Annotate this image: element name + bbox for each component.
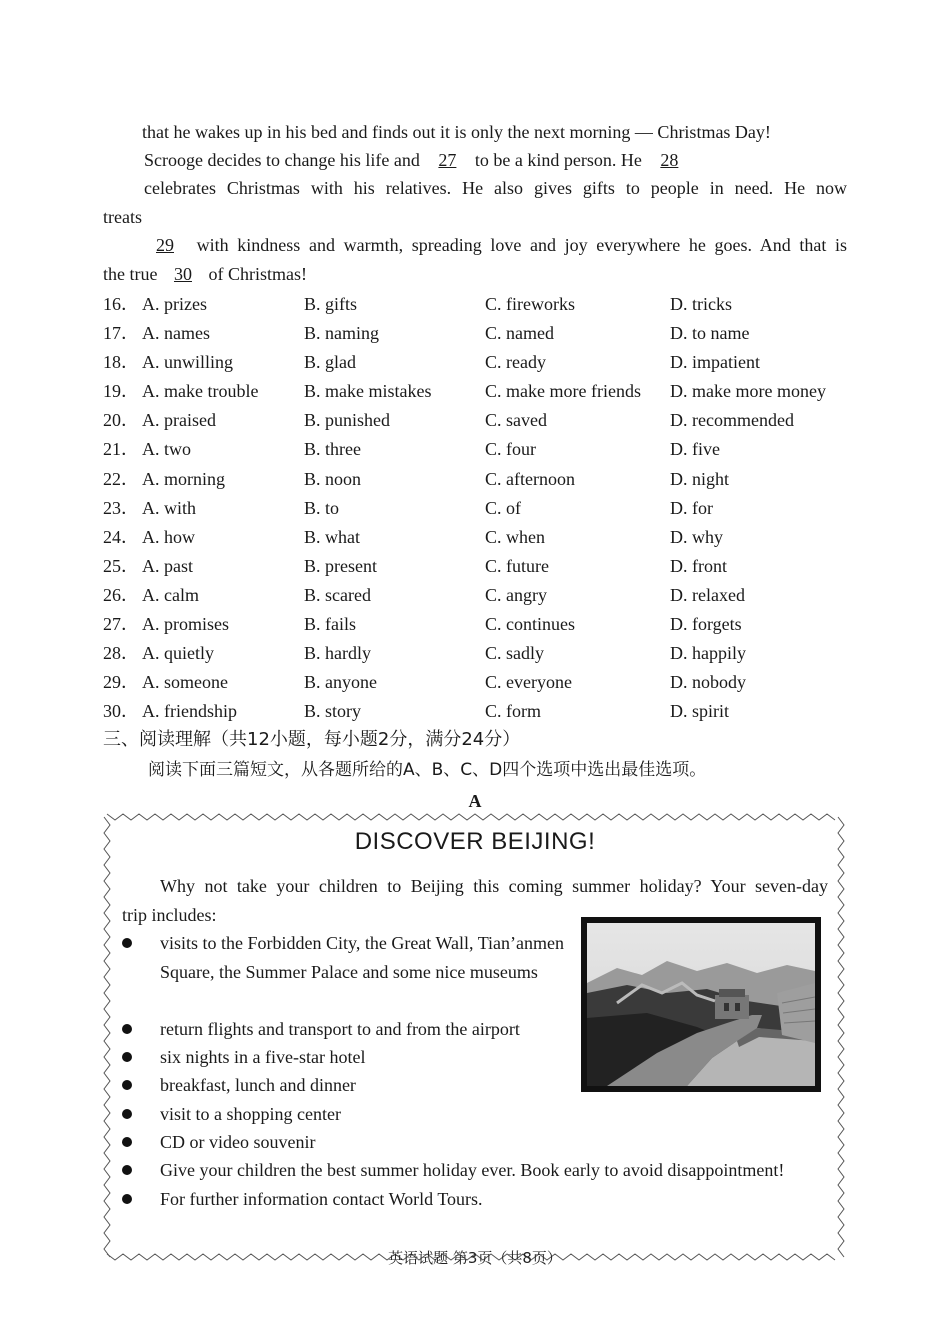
question-number: 20．	[103, 410, 139, 431]
option-a: A. make trouble	[142, 381, 259, 402]
option-c: C. of	[485, 497, 521, 518]
question-row	[103, 583, 863, 612]
option-d: D. forgets	[670, 614, 742, 635]
blank-30: 30	[173, 264, 192, 284]
great-wall-photo	[581, 917, 821, 1092]
question-row	[103, 641, 863, 670]
option-b: B. what	[304, 526, 360, 547]
option-b: B. naming	[304, 323, 379, 344]
passage-text: of Christmas!	[208, 264, 307, 284]
question-number: 26．	[103, 584, 139, 605]
option-d: D. nobody	[670, 672, 746, 693]
list-item-text: Give your children the best summer holiday ever. Book early to avoid disappointment!	[160, 1160, 785, 1180]
option-b: B. to	[304, 497, 340, 518]
list-item-text: return flights and transport to and from the airport	[160, 1019, 520, 1039]
option-c: C. afternoon	[485, 468, 575, 489]
option-b: B. make mistakes	[304, 381, 432, 402]
ad-intro-line-1: Why not take your children to Beijing this coming summer holiday? Your seven-day	[160, 876, 828, 896]
option-b: B. noon	[304, 468, 362, 489]
option-d: D. why	[670, 526, 723, 547]
option-d: D. recommended	[670, 410, 794, 431]
question-number: 16．	[103, 294, 139, 314]
option-c: C. future	[485, 555, 549, 576]
option-b: B. scared	[304, 584, 371, 605]
option-d: D. spirit	[670, 701, 730, 722]
list-item-text: CD or video souvenir	[160, 1132, 316, 1152]
bullet-dot	[122, 1165, 132, 1175]
option-a: A. with	[142, 497, 196, 518]
option-b: B. punished	[304, 410, 391, 431]
bullet-dot	[122, 1052, 132, 1062]
question-number: 29．	[103, 672, 139, 693]
bullet-dot	[122, 1109, 132, 1119]
question-number: 19．	[103, 381, 139, 402]
option-b: B. fails	[304, 614, 356, 635]
list-item-text: For further information contact World Tours.	[160, 1189, 483, 1209]
passage-text: to be a kind person. He	[474, 150, 642, 170]
question-row	[103, 437, 863, 466]
option-c: C. angry	[485, 584, 547, 605]
passage-line-6	[103, 262, 307, 286]
option-d: D. for	[670, 497, 713, 518]
passage-text: with kindness and warmth, spreading love and joy everywhere he goes. And that is	[196, 235, 847, 255]
list-item-text: visits to the Forbidden City, the Great Wall, Tian’anmen Square, the Summer Palace and some nice museums	[160, 933, 565, 982]
option-a: A. promises	[142, 614, 229, 635]
question-number: 27．	[103, 614, 139, 635]
passage-label: A	[468, 791, 482, 811]
option-b: B. gifts	[304, 294, 358, 314]
question-row	[103, 408, 863, 437]
list-item-text: visit to a shopping center	[160, 1104, 341, 1124]
option-c: C. when	[485, 526, 545, 547]
question-row	[103, 699, 863, 728]
bullet-dot	[122, 1194, 132, 1204]
question-row	[103, 670, 863, 699]
option-c: C. saved	[485, 410, 547, 431]
section-instruction: 阅读下面三篇短文，从各题所给的A、B、C、D四个选项中选出最佳选项。	[148, 760, 707, 780]
passage-text: that he wakes up in his bed and finds out it is only the next morning — Christmas Day!	[142, 122, 771, 142]
ad-intro-line-2: trip includes:	[122, 905, 217, 925]
option-b: B. story	[304, 701, 362, 722]
option-b: B. hardly	[304, 643, 371, 664]
option-a: A. prizes	[142, 294, 207, 314]
option-a: A. quietly	[142, 643, 214, 664]
question-row	[103, 554, 863, 583]
option-a: A. morning	[142, 468, 225, 489]
option-b: B. present	[304, 555, 377, 576]
list-item-text: breakfast, lunch and dinner	[160, 1075, 356, 1095]
option-a: A. calm	[142, 584, 199, 605]
question-number: 21．	[103, 439, 139, 460]
option-d: D. happily	[670, 643, 746, 664]
list-item-text: six nights in a five-star hotel	[160, 1047, 366, 1067]
passage-text: treats	[103, 207, 142, 227]
question-number: 24．	[103, 526, 139, 547]
option-a: A. praised	[142, 410, 216, 431]
question-number: 28．	[103, 643, 139, 664]
option-d: D. night	[670, 468, 730, 489]
passage-line-4	[103, 205, 142, 229]
great-wall-image	[587, 923, 815, 1086]
question-number: 22．	[103, 468, 139, 489]
passage-line-1	[142, 120, 771, 144]
question-row	[103, 350, 863, 379]
option-b: B. anyone	[304, 672, 377, 693]
option-b: B. three	[304, 439, 361, 460]
option-d: D. five	[670, 439, 720, 460]
question-number: 18．	[103, 352, 139, 373]
option-d: D. front	[670, 555, 727, 576]
bullet-dot	[122, 1080, 132, 1090]
question-row	[103, 467, 863, 496]
question-row	[103, 612, 863, 641]
question-number: 25．	[103, 555, 139, 576]
blank-28: 28	[660, 150, 679, 170]
question-row	[103, 379, 863, 408]
option-c: C. ready	[485, 352, 546, 373]
option-c: C. form	[485, 701, 541, 722]
passage-text: celebrates Christmas with his relatives. He also gives gifts to people in need. He now	[144, 178, 847, 198]
options-list	[103, 292, 863, 728]
blank-27: 27	[438, 150, 457, 170]
question-row	[103, 292, 863, 321]
question-row	[103, 321, 863, 350]
option-a: A. two	[142, 439, 191, 460]
section-heading: 三、阅读理解（共12小题，每小题2分，满分24分）	[103, 729, 521, 750]
option-d: D. relaxed	[670, 584, 745, 605]
option-a: A. names	[142, 323, 210, 344]
option-c: C. named	[485, 323, 554, 344]
option-c: C. four	[485, 439, 536, 460]
option-c: C. sadly	[485, 643, 545, 664]
passage-line-5	[142, 233, 847, 257]
question-number: 30．	[103, 701, 139, 722]
option-d: D. tricks	[670, 294, 732, 314]
page-footer: 英语试题 第3页（共8页）	[388, 1249, 562, 1267]
option-a: A. past	[142, 555, 193, 576]
option-c: C. fireworks	[485, 294, 575, 314]
option-c: C. make more friends	[485, 381, 641, 402]
question-row	[103, 496, 863, 525]
bullet-dot	[122, 1137, 132, 1147]
option-a: A. friendship	[142, 701, 237, 722]
ad-title: DISCOVER BEIJING!	[354, 828, 596, 855]
option-a: A. unwilling	[142, 352, 234, 373]
option-d: D. to name	[670, 323, 750, 344]
option-d: D. make more money	[670, 381, 826, 402]
option-c: C. continues	[485, 614, 575, 635]
passage-line-2	[144, 148, 692, 172]
option-c: C. everyone	[485, 672, 572, 693]
bullet-dot	[122, 1024, 132, 1034]
option-b: B. glad	[304, 352, 356, 373]
question-number: 23．	[103, 497, 139, 518]
bullet-dot	[122, 938, 132, 948]
passage-text: the true	[103, 264, 158, 284]
option-d: D. impatient	[670, 352, 760, 373]
option-a: A. someone	[142, 672, 228, 693]
question-row	[103, 525, 863, 554]
blank-29: 29	[156, 235, 174, 255]
question-number: 17．	[103, 323, 139, 344]
passage-line-3	[144, 176, 847, 200]
option-a: A. how	[142, 526, 195, 547]
passage-text: Scrooge decides to change his life and	[144, 150, 420, 170]
